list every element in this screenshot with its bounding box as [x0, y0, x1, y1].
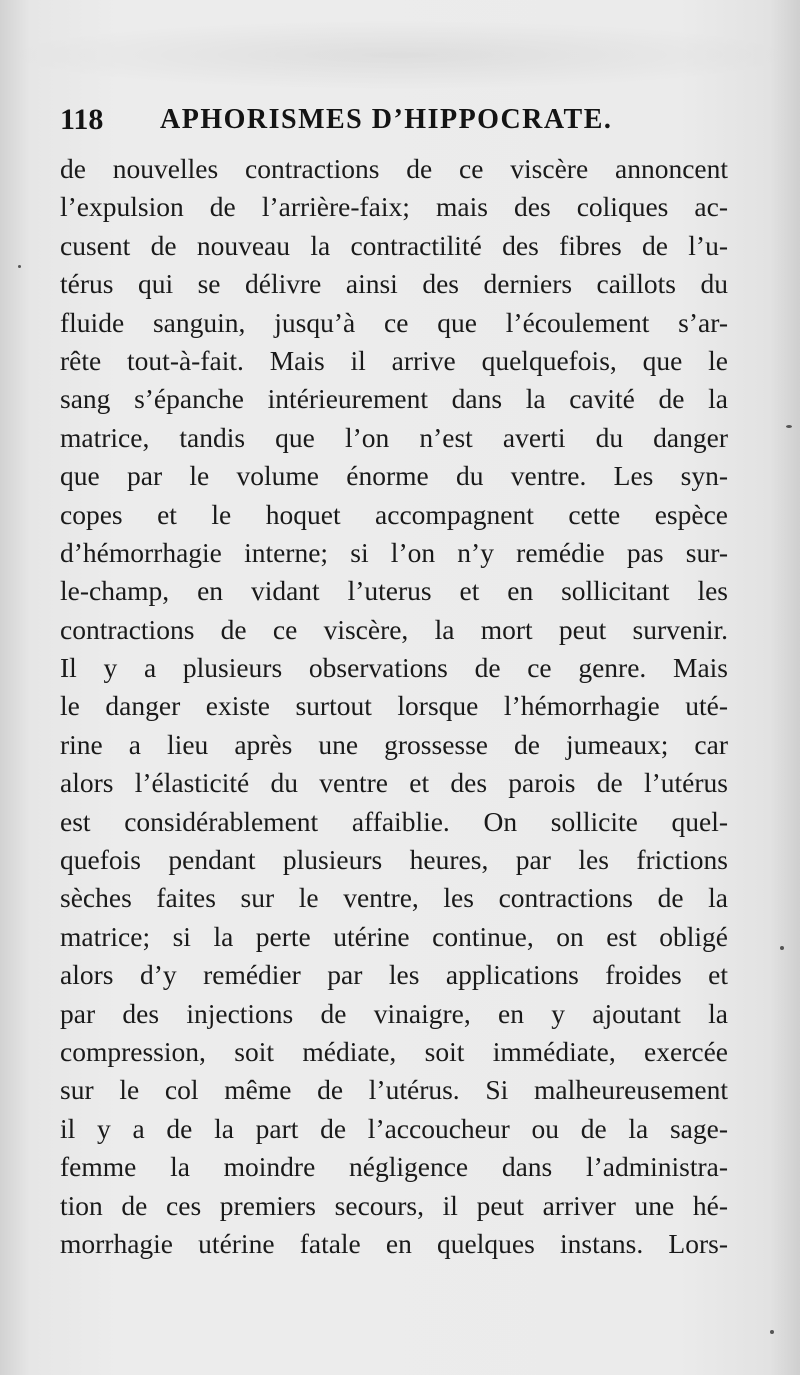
show-through-shadow — [0, 20, 800, 90]
text-line: contractions de ce viscère, la mort peut survenir. — [60, 613, 728, 645]
running-head — [60, 100, 700, 140]
text-line: matrice, tandis que l’on n’est averti du danger — [60, 421, 728, 453]
text-line: le danger existe surtout lorsque l’hémorrhagie uté- — [60, 690, 728, 722]
paper-speck — [770, 1330, 774, 1334]
text-line: est considérablement affaiblie. On sollicite quel- — [60, 805, 728, 837]
text-line: rête tout-à-fait. Mais il arrive quelquefois, que le — [60, 344, 728, 376]
text-line: le-champ, en vidant l’uterus et en sollicitant les — [60, 575, 728, 607]
text-line: matrice; si la perte utérine continue, on est obligé — [60, 920, 728, 952]
text-line: par des injections de vinaigre, en y ajoutant la — [60, 997, 728, 1029]
running-title: APHORISMES D’HIPPOCRATE. — [160, 104, 613, 135]
text-line: alors d’y remédier par les applications froides et — [60, 959, 728, 991]
text-line: térus qui se délivre ainsi des derniers caillots du — [60, 268, 728, 300]
text-line: de nouvelles contractions de ce viscère annoncent — [60, 153, 728, 184]
text-line: il y a de la part de l’accoucheur ou de la sage- — [60, 1112, 728, 1144]
text-line: quefois pendant plusieurs heures, par les frictions — [60, 844, 728, 876]
text-line: sang s’épanche intérieurement dans la cavité de la — [60, 383, 728, 415]
text-line: sèches faites sur le ventre, les contractions de la — [60, 882, 728, 914]
text-line: tion de ces premiers secours, il peut arriver une hé- — [60, 1189, 728, 1221]
page-number: 118 — [60, 103, 104, 136]
body-text — [60, 150, 728, 1263]
text-line: morrhagie utérine fatale en quelques instans. Lors- — [60, 1227, 728, 1259]
text-line: cusent de nouveau la contractilité des fibres de l’u- — [60, 229, 728, 261]
paper-speck — [786, 425, 792, 428]
text-line: femme la moindre négligence dans l’administra- — [60, 1151, 728, 1183]
text-line: d’hémorrhagie interne; si l’on n’y remédie pas sur- — [60, 536, 728, 568]
text-line: fluide sanguin, jusqu’à ce que l’écoulement s’ar- — [60, 306, 728, 338]
text-line: sur le col même de l’utérus. Si malheureusement — [60, 1074, 728, 1106]
text-line: l’expulsion de l’arrière-faix; mais des coliques ac- — [60, 191, 728, 223]
text-line: rine a lieu après une grossesse de jumeaux; car — [60, 728, 728, 760]
text-line: copes et le hoquet accompagnent cette espèce — [60, 498, 728, 530]
text-line: que par le volume énorme du ventre. Les syn- — [60, 460, 728, 492]
paper-speck — [780, 946, 784, 950]
text-line: compression, soit médiate, soit immédiate, exercée — [60, 1035, 728, 1067]
text-line: Il y a plusieurs observations de ce genre. Mais — [60, 652, 728, 684]
text-line: alors l’élasticité du ventre et des parois de l’utérus — [60, 767, 728, 799]
paper-speck — [18, 265, 21, 268]
